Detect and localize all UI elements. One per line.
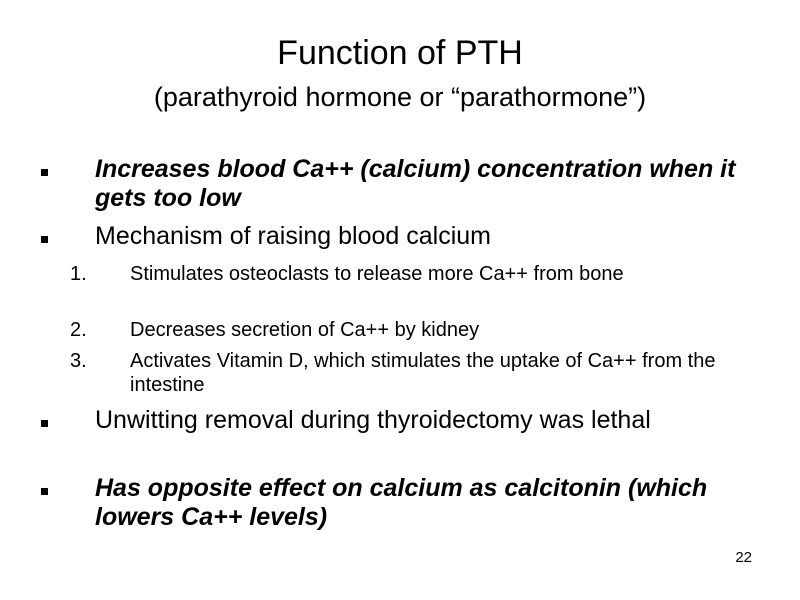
square-bullet-icon bbox=[38, 166, 52, 180]
bullet-item: Increases blood Ca++ (calcium) concentration when it gets too low bbox=[95, 155, 736, 212]
slide-subtitle: (parathyroid hormone or “parathormone”) bbox=[153, 82, 647, 112]
mechanism-item: Decreases secretion of Ca++ by kidney bbox=[130, 319, 480, 341]
mechanism-item: Stimulates osteoclasts to release more Ca++ from bone bbox=[130, 263, 624, 285]
mechanism-number: 1. bbox=[70, 263, 87, 285]
square-bullet-icon bbox=[38, 417, 52, 431]
square-bullet-icon bbox=[38, 233, 52, 247]
bullet-item: Unwitting removal during thyroidectomy was lethal bbox=[95, 406, 651, 434]
square-bullet-icon bbox=[38, 485, 52, 499]
mechanism-number: 3. bbox=[70, 350, 87, 372]
page-number: 22 bbox=[735, 549, 752, 566]
bullet-item: Mechanism of raising blood calcium bbox=[95, 222, 492, 250]
bullet-item: Has opposite effect on calcium as calcitonin (which lowers Ca++ levels) bbox=[95, 474, 708, 531]
mechanism-number: 2. bbox=[70, 319, 87, 341]
mechanism-item: Activates Vitamin D, which stimulates the uptake of Ca++ from the intestine bbox=[130, 350, 716, 396]
slide-title: Function of PTH bbox=[277, 34, 523, 72]
